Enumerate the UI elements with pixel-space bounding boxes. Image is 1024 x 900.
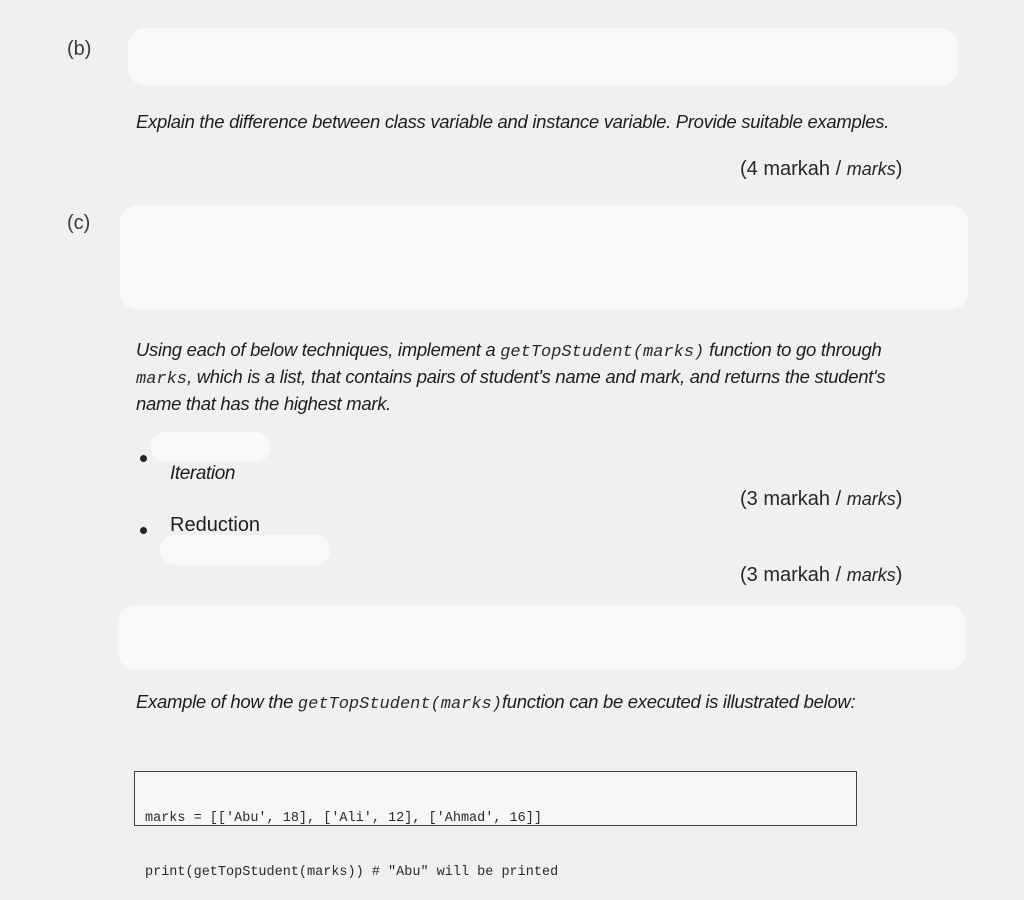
bullet-icon xyxy=(140,449,147,467)
code-line: marks = [['Abu', 18], ['Ali', 12], ['Ahmad', 16]] xyxy=(145,811,542,826)
section-b-label: (b) xyxy=(67,38,92,60)
code-example-box xyxy=(134,771,857,880)
question-text: Using each of below techniques, implement a xyxy=(136,339,501,360)
marks-close: ) xyxy=(895,564,903,586)
redacted-area xyxy=(160,535,330,565)
marks-close: ) xyxy=(895,158,903,180)
section-b-question: Explain the difference between class variable and instance variable. Provide suitable examples. xyxy=(136,111,890,132)
example-text: Example of how the xyxy=(136,691,298,712)
marks-text: (3 markah / xyxy=(740,488,847,510)
section-c-question xyxy=(136,338,931,416)
bullet-iteration: Iteration xyxy=(170,463,236,484)
marks-close: ) xyxy=(895,488,903,510)
example-text: function can be executed is illustrated below: xyxy=(501,691,856,712)
marks-italic: marks xyxy=(846,489,896,509)
bullet-reduction: Reduction xyxy=(170,514,261,536)
bullet-icon xyxy=(140,521,147,539)
marks-text: (3 markah / xyxy=(740,564,847,586)
marks-italic: marks xyxy=(846,159,896,179)
example-intro xyxy=(136,690,931,717)
marks-text: (4 markah / xyxy=(740,158,847,180)
redacted-area xyxy=(118,605,966,670)
redacted-area xyxy=(120,205,968,310)
code-line: print(getTopStudent(marks)) # "Abu" will be printed xyxy=(145,865,559,880)
marks-italic: marks xyxy=(846,565,896,585)
iteration-marks xyxy=(740,488,902,511)
section-b-marks xyxy=(740,158,902,181)
redacted-area xyxy=(128,28,958,86)
function-name-code: getTopStudent(marks) xyxy=(297,695,502,714)
reduction-marks xyxy=(740,564,902,587)
section-c-label: (c) xyxy=(67,212,91,234)
question-text: function to go through xyxy=(704,339,882,360)
marks-code: marks xyxy=(136,370,188,389)
redacted-area xyxy=(150,432,270,462)
question-text: , which is a list, that contains pairs of student's name and mark, and returns the student's name that has the highest mark. xyxy=(136,366,886,414)
function-name-code: getTopStudent(marks) xyxy=(500,343,705,362)
